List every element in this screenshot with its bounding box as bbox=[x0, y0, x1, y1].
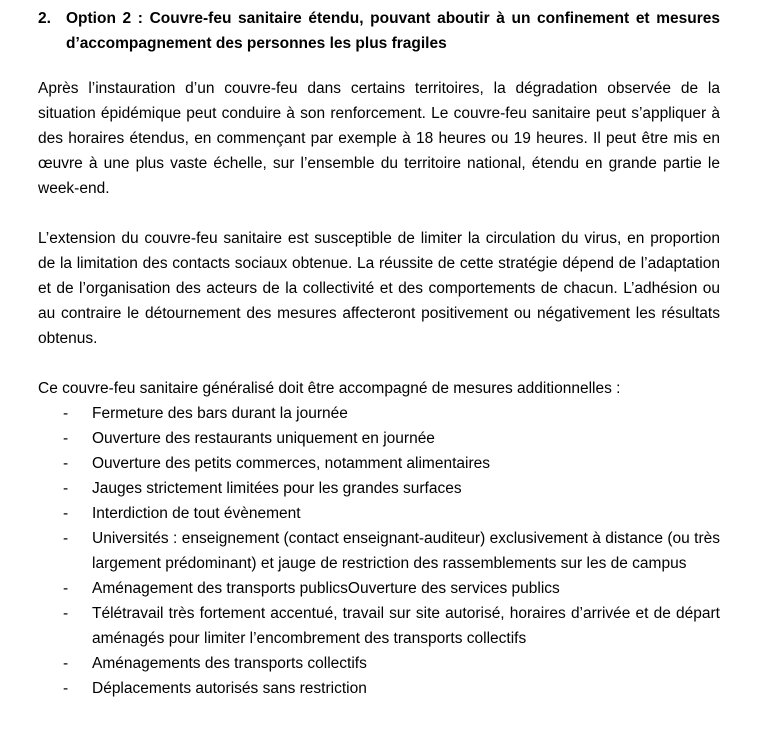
list-item bbox=[38, 526, 720, 576]
dash-bullet: - bbox=[63, 530, 69, 547]
list-item bbox=[38, 426, 720, 451]
list-item bbox=[38, 676, 720, 701]
list-item bbox=[38, 576, 720, 601]
measures-list bbox=[38, 401, 720, 701]
list-item-text: Ouverture des restaurants uniquement en journée bbox=[92, 430, 435, 447]
list-item bbox=[38, 451, 720, 476]
dash-bullet: - bbox=[63, 580, 69, 597]
list-item bbox=[38, 401, 720, 426]
list-item-text: Ouverture des petits commerces, notamment alimentaires bbox=[92, 455, 490, 472]
list-item-text: Fermeture des bars durant la journée bbox=[92, 405, 348, 422]
paragraph-extension: L’extension du couvre-feu sanitaire est susceptible de limiter la circulation du virus, en proportion de la limitation des contacts sociaux obtenue. La réussite de cette stratégie dépend de l’adaptation et de l’organisation des acteurs de la collectivité et des comportements de chacun. L’adhésion ou au contraire le détournement des mesures affecteront positivement ou négativement les résultats obtenus. bbox=[38, 230, 720, 347]
list-item-text: Télétravail très fortement accentué, travail sur site autorisé, horaires d’arrivée et de départ aménagés pour limiter l’encombrement des transports collectifs bbox=[92, 605, 720, 647]
dash-bullet: - bbox=[63, 405, 69, 422]
section-number: 2. bbox=[38, 10, 51, 27]
section-title: Option 2 : Couvre-feu sanitaire étendu, pouvant aboutir à un confinement et mesures d’accompagnement des personnes les plus fragiles bbox=[66, 10, 720, 52]
paragraph-intro: Après l’instauration d’un couvre-feu dans certains territoires, la dégradation observée de la situation épidémique peut conduire à son renforcement. Le couvre-feu sanitaire peut s’appliquer à des horaires étendus, en commençant par exemple à 18 heures ou 19 heures. Il peut être mis en œuvre à une plus vaste échelle, sur l’ensemble du territoire national, étendu en grande partie le week-end. bbox=[38, 80, 720, 197]
list-item-text: Aménagements des transports collectifs bbox=[92, 655, 367, 672]
document-page bbox=[38, 0, 720, 701]
list-item-text: Déplacements autorisés sans restriction bbox=[92, 680, 367, 697]
dash-bullet: - bbox=[63, 455, 69, 472]
dash-bullet: - bbox=[63, 505, 69, 522]
section-heading bbox=[38, 6, 720, 56]
dash-bullet: - bbox=[63, 680, 69, 697]
dash-bullet: - bbox=[63, 605, 69, 622]
dash-bullet: - bbox=[63, 430, 69, 447]
list-item bbox=[38, 501, 720, 526]
dash-bullet: - bbox=[63, 655, 69, 672]
list-item bbox=[38, 476, 720, 501]
list-item-text: Aménagement des transports publicsOuverture des services publics bbox=[92, 580, 560, 597]
list-item-text: Jauges strictement limitées pour les grandes surfaces bbox=[92, 480, 462, 497]
list-item-text: Universités : enseignement (contact enseignant-auditeur) exclusivement à distance (ou très largement prédominant) et jauge de restriction des rassemblements sur les de campus bbox=[92, 530, 720, 572]
list-item-text: Interdiction de tout évènement bbox=[92, 505, 301, 522]
dash-bullet: - bbox=[63, 480, 69, 497]
list-item bbox=[38, 601, 720, 651]
paragraph-measures-lead: Ce couvre-feu sanitaire généralisé doit être accompagné de mesures additionnelles : bbox=[38, 380, 621, 397]
list-item bbox=[38, 651, 720, 676]
